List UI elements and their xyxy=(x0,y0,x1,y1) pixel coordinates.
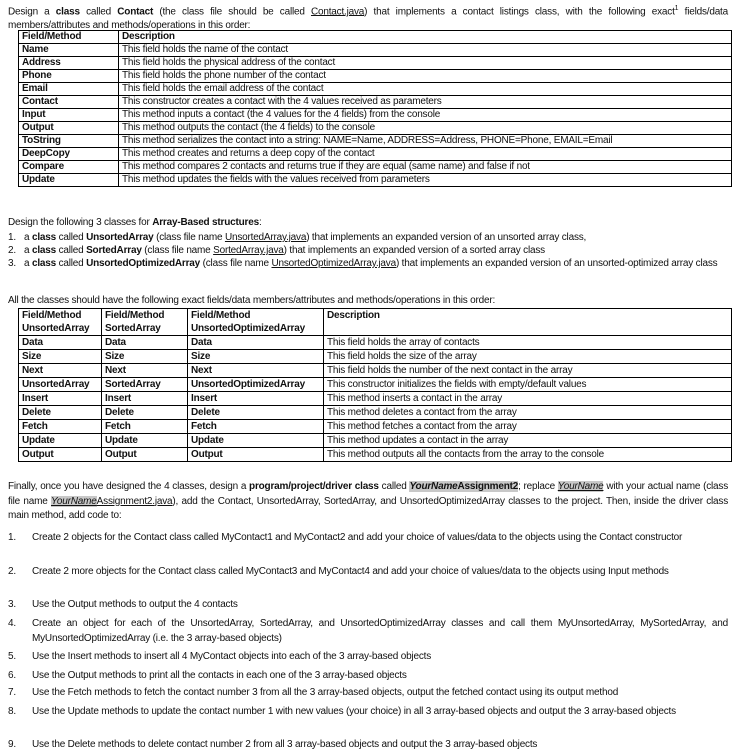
bold-text: class xyxy=(55,6,80,18)
member-name-cell: Data xyxy=(19,336,102,350)
header-class-name: UnsortedOptimizedArray xyxy=(191,323,305,334)
array-intro xyxy=(8,216,728,229)
instruction-step xyxy=(8,617,728,646)
step-number: 6. xyxy=(8,670,16,681)
member-name-cell: Email xyxy=(19,83,119,96)
member-name-cell: Contact xyxy=(19,96,119,109)
header-line: Field/Method xyxy=(105,310,165,321)
contact-table xyxy=(18,30,732,187)
step-number: 4. xyxy=(8,618,16,629)
member-name-cell: Next xyxy=(19,364,102,378)
bold-text: SortedArray xyxy=(86,245,142,256)
member-name-cell: Address xyxy=(19,57,119,70)
member-name-cell: Output xyxy=(188,448,324,462)
text-segment: ) that implements an expanded version of a sorted array class xyxy=(283,245,545,256)
member-name-cell: Update xyxy=(19,174,119,187)
member-name-cell: Compare xyxy=(19,161,119,174)
item-text xyxy=(24,257,728,270)
text-segment: called xyxy=(79,6,118,18)
step-number: 5. xyxy=(8,651,16,662)
instruction-step xyxy=(8,565,728,580)
description-cell: This method fetches a contact from the array xyxy=(324,420,732,434)
bold-text: YourName xyxy=(409,481,458,492)
member-name-cell: Update xyxy=(19,434,102,448)
column-header: Description xyxy=(119,31,732,44)
table-row xyxy=(19,83,732,96)
description-cell: This method inputs a contact (the 4 values for the 4 fields) from the console xyxy=(119,109,732,122)
table-row xyxy=(19,336,732,350)
member-name-cell: Output xyxy=(102,448,188,462)
intro-paragraph xyxy=(8,2,728,32)
bold-text: Assignment2 xyxy=(457,481,519,492)
bold-text: Contact xyxy=(117,6,154,18)
step-text: Create 2 objects for the Contact class called MyContact1 and MyContact2 and add your choice of values/data to the objects using the Contact constructor xyxy=(32,532,683,543)
description-cell: This field holds the phone number of the contact xyxy=(119,70,732,83)
member-name-cell: Phone xyxy=(19,70,119,83)
member-name-cell: UnsortedOptimizedArray xyxy=(188,378,324,392)
text-segment: called xyxy=(378,481,410,492)
member-name-cell: Delete xyxy=(188,406,324,420)
member-name-cell: Fetch xyxy=(102,420,188,434)
table-row xyxy=(19,364,732,378)
item-number: 1. xyxy=(8,232,16,243)
step-number: 3. xyxy=(8,599,16,610)
member-name-cell: Output xyxy=(19,122,119,135)
description-cell: This method inserts a contact in the array xyxy=(324,392,732,406)
bold-text: class xyxy=(31,232,56,243)
description-cell: This method compares 2 contacts and returns true if they are equal (same name) and false if not xyxy=(119,161,732,174)
member-name-cell: Fetch xyxy=(19,420,102,434)
text-segment: : xyxy=(258,217,262,228)
text-segment: called xyxy=(55,258,87,269)
table-row xyxy=(19,96,732,109)
array-class-item xyxy=(8,244,728,257)
text-segment: (class file name xyxy=(200,258,272,269)
member-name-cell: ToString xyxy=(19,135,119,148)
instruction-step xyxy=(8,738,728,753)
step-number: 8. xyxy=(8,706,16,717)
filename-text: YourName xyxy=(557,481,604,492)
member-name-cell: Fetch xyxy=(188,420,324,434)
text-segment: with your actual name (class file name xyxy=(8,481,729,507)
description-cell: This field holds the email address of the contact xyxy=(119,83,732,96)
table-row xyxy=(19,135,732,148)
item-number: 3. xyxy=(8,258,16,269)
description-cell: This method deletes a contact from the array xyxy=(324,406,732,420)
table-row xyxy=(19,161,732,174)
member-name-cell: Name xyxy=(19,44,119,57)
text-segment: Design a xyxy=(8,6,56,18)
table-row xyxy=(19,434,732,448)
header-line: Description xyxy=(327,310,380,321)
description-cell: This method updates a contact in the array xyxy=(324,434,732,448)
header-class-name: UnsortedArray xyxy=(22,323,90,334)
member-name-cell: Update xyxy=(188,434,324,448)
array-class-item xyxy=(8,231,728,244)
table-row xyxy=(19,57,732,70)
text-segment: a xyxy=(24,258,32,269)
member-name-cell: Size xyxy=(188,350,324,364)
item-number: 2. xyxy=(8,245,16,256)
description-cell: This field holds the name of the contact xyxy=(119,44,732,57)
bold-text: program/project/driver class xyxy=(249,481,379,492)
table-row xyxy=(19,44,732,57)
step-number: 9. xyxy=(8,739,16,750)
table-row xyxy=(19,148,732,161)
driver-paragraph xyxy=(8,480,728,524)
description-cell: This constructor creates a contact with the 4 values received as parameters xyxy=(119,96,732,109)
item-text xyxy=(24,231,728,244)
description-cell: This method updates the fields with the values received from parameters xyxy=(119,174,732,187)
column-header xyxy=(188,309,324,336)
description-cell: This method outputs all the contacts from the array to the console xyxy=(324,448,732,462)
text-segment: a xyxy=(24,232,32,243)
bold-text: Array-Based structures xyxy=(152,217,259,228)
step-text: Create 2 more objects for the Contact class called MyContact3 and MyContact4 and add your choice of values/data to the objects using Input methods xyxy=(32,566,669,577)
description-cell: This method creates and returns a deep copy of the contact xyxy=(119,148,732,161)
instruction-step xyxy=(8,598,728,613)
member-name-cell: Next xyxy=(188,364,324,378)
bold-text: class xyxy=(31,258,56,269)
table-row xyxy=(19,378,732,392)
text-segment: ) that implements a contact listings class, with the following exact xyxy=(364,6,675,18)
table-row xyxy=(19,350,732,364)
step-text: Use the Update methods to update the contact number 1 with new values (your choice) in all 3 array-based objects and output the 3 array-based objects xyxy=(32,706,676,717)
step-text: Use the Fetch methods to fetch the contact number 3 from all the 3 array-based objects, output the fetched contact using its output method xyxy=(32,687,619,698)
header-line: Field/Method xyxy=(22,310,82,321)
column-header xyxy=(324,309,732,336)
member-name-cell: Data xyxy=(188,336,324,350)
member-name-cell: Input xyxy=(19,109,119,122)
description-cell: This method outputs the contact (the 4 fields) to the console xyxy=(119,122,732,135)
text-segment: ; replace xyxy=(518,481,558,492)
text-segment: fields/data members/attributes and methods/operations in this order: xyxy=(8,6,728,31)
item-text xyxy=(24,244,728,257)
array-outro: All the classes should have the following exact fields/data members/attributes and methods/operations in this order: xyxy=(8,295,496,306)
text-segment: called xyxy=(55,245,87,256)
array-table xyxy=(18,308,732,462)
table-row xyxy=(19,109,732,122)
table-row xyxy=(19,406,732,420)
text-segment: (class file name xyxy=(141,245,214,256)
text-segment: (class file name xyxy=(153,232,225,243)
member-name-cell: Insert xyxy=(188,392,324,406)
description-cell: This field holds the array of contacts xyxy=(324,336,732,350)
step-text: Create an object for each of the UnsortedArray, SortedArray, and UnsortedOptimizedArray classes and call them MyUnsortedArray, MySortedArray, and MyUnsortedOptimizedArray (i.e. the 3 array-based objects) xyxy=(32,618,728,644)
member-name-cell: SortedArray xyxy=(102,378,188,392)
instruction-step xyxy=(8,650,728,665)
member-name-cell: UnsortedArray xyxy=(19,378,102,392)
text-segment: ) that implements an expanded version of an unsorted array class, xyxy=(306,232,587,243)
step-text: Use the Output methods to output the 4 contacts xyxy=(32,599,238,610)
member-name-cell: Data xyxy=(102,336,188,350)
header-class-name: SortedArray xyxy=(105,323,161,334)
member-name-cell: Next xyxy=(102,364,188,378)
step-number: 7. xyxy=(8,687,16,698)
header-line: Field/Method xyxy=(191,310,251,321)
table-header-row xyxy=(19,31,732,44)
bold-text: UnsortedOptimizedArray xyxy=(86,258,201,269)
description-cell: This method serializes the contact into a string: NAME=Name, ADDRESS=Address, PHONE=Phone, EMAIL=Email xyxy=(119,135,732,148)
text-segment: a xyxy=(24,245,32,256)
member-name-cell: Delete xyxy=(102,406,188,420)
bold-text: class xyxy=(31,245,56,256)
member-name-cell: Delete xyxy=(19,406,102,420)
table-row xyxy=(19,420,732,434)
member-name-cell: Output xyxy=(19,448,102,462)
instruction-step xyxy=(8,705,728,720)
member-name-cell: Insert xyxy=(19,392,102,406)
step-text: Use the Output methods to print all the contacts in each one of the 3 array-based objects xyxy=(32,670,407,681)
text-segment: Finally, once you have designed the 4 classes, design a xyxy=(8,481,250,492)
filename-text: UnsortedArray.java xyxy=(224,232,307,243)
table-row xyxy=(19,392,732,406)
instruction-step xyxy=(8,669,728,684)
step-text: Use the Delete methods to delete contact number 2 from all 3 array-based objects and output the 3 array-based objects xyxy=(32,739,538,750)
text-segment: Design the following 3 classes for xyxy=(8,217,153,228)
instruction-step xyxy=(8,531,728,546)
filename-text: Assignment2.java xyxy=(96,495,173,507)
filename-text: YourName xyxy=(51,495,97,507)
member-name-cell: Size xyxy=(19,350,102,364)
text-segment: ) that implements an expanded version of an unsorted-optimized array class xyxy=(395,258,718,269)
array-class-item xyxy=(8,257,728,270)
text-segment: (the class file should be called xyxy=(153,6,311,18)
step-number: 1. xyxy=(8,532,16,543)
text-segment: ), add the Contact, UnsortedArray, SortedArray, and UnsortedOptimizedArray classes to the project. Then, inside the driver class main method, add code to: xyxy=(8,495,729,521)
step-text: Use the Insert methods to insert all 4 MyContact objects into each of the 3 array-based objects xyxy=(32,651,431,662)
text-segment: called xyxy=(55,232,87,243)
table-row xyxy=(19,122,732,135)
filename-text: SortedArray.java xyxy=(213,245,284,256)
filename-text: Contact.java xyxy=(310,6,365,18)
member-name-cell: Size xyxy=(102,350,188,364)
filename-text: UnsortedOptimizedArray.java xyxy=(271,258,396,269)
description-cell: This field holds the number of the next contact in the array xyxy=(324,364,732,378)
description-cell: This field holds the physical address of the contact xyxy=(119,57,732,70)
member-name-cell: DeepCopy xyxy=(19,148,119,161)
table-row xyxy=(19,448,732,462)
table-row xyxy=(19,70,732,83)
bold-text: UnsortedArray xyxy=(86,232,154,243)
member-name-cell: Update xyxy=(102,434,188,448)
table-header-row xyxy=(19,309,732,336)
step-number: 2. xyxy=(8,566,16,577)
column-header: Field/Method xyxy=(19,31,119,44)
description-cell: This field holds the size of the array xyxy=(324,350,732,364)
member-name-cell: Insert xyxy=(102,392,188,406)
description-cell: This constructor initializes the fields with empty/default values xyxy=(324,378,732,392)
table-row xyxy=(19,174,732,187)
instruction-step xyxy=(8,686,728,701)
text-segment: 1 xyxy=(674,5,679,12)
column-header xyxy=(19,309,102,336)
column-header xyxy=(102,309,188,336)
